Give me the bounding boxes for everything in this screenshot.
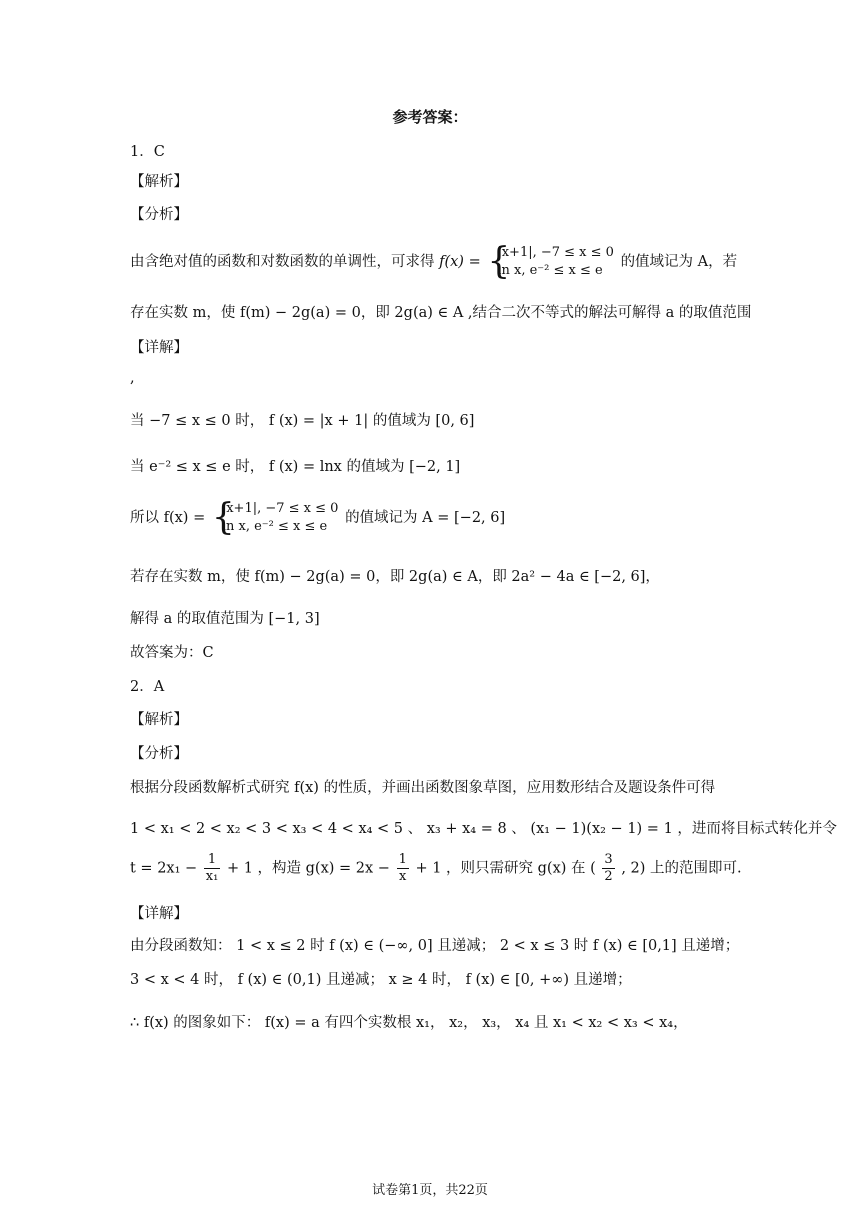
- q2-number: 2．A: [130, 679, 165, 695]
- q2-detail-line3: ∴ f(x) 的图象如下： f(x) = a 有四个实数根 x₁， x₂， x₃， x₄ 且 x₁ < x₂ < x₃ < x₄，: [130, 1015, 688, 1031]
- q2-fenxi-line3: [130, 852, 742, 885]
- q1-fenxi-text-b: 的值域记为 A，若: [620, 254, 738, 270]
- q1-xiangjie-heading: 【详解】: [130, 340, 188, 356]
- frac-numerator: 3: [604, 852, 613, 867]
- q2-t-def: t = 2x₁ −: [130, 860, 198, 877]
- q1-line3-rhs: 的值域记为 A = [−2, 6]: [345, 510, 506, 526]
- q1-fx-lhs: f(x) =: [439, 254, 481, 270]
- piece-row-1: |x+1|, −7 ≤ x ≤ 0: [221, 501, 339, 516]
- q1-detail-line1: 当 −7 ≤ x ≤ 0 时， f (x) = |x + 1| 的值域为 [0, 6]: [130, 413, 475, 429]
- q2-range-text: + 1 ，则只需研究 g(x) 在 (: [415, 860, 596, 877]
- q2-detail-line2: 3 < x < 4 时， f (x) ∈ (0,1) 且递减； x ≥ 4 时， f (x) ∈ [0, +∞) 且递增；: [130, 972, 632, 988]
- left-brace-icon: {: [487, 241, 511, 282]
- page-footer: 试卷第1页，共22页: [372, 1183, 488, 1198]
- left-brace-icon: {: [211, 497, 235, 538]
- q1-detail-line5: 解得 a 的取值范围为 [−1, 3]: [130, 611, 320, 627]
- q1-detail-line4: 若存在实数 m，使 f(m) − 2g(a) = 0，即 2g(a) ∈ A，即 2a² − 4a ∈ [−2, 6]，: [130, 569, 660, 585]
- q2-fenxi-line2: 1 < x₁ < 2 < x₂ < 3 < x₃ < 4 < x₄ < 5 、 x₃ + x₄ = 8 、 (x₁ − 1)(x₂ − 1) = 1 ，进而将目标式转化并令: [130, 821, 837, 837]
- frac-denominator: x: [399, 869, 407, 884]
- q1-comma: ,: [130, 370, 135, 386]
- piece-row-1: |x+1|, −7 ≤ x ≤ 0: [497, 245, 614, 260]
- frac-denominator: x₁: [205, 869, 219, 884]
- q1-fenxi-heading: 【分析】: [130, 207, 188, 223]
- q2-xiangjie-heading: 【详解】: [130, 906, 188, 922]
- q2-fenxi-heading: 【分析】: [130, 746, 188, 762]
- q2-fenxi-line1: 根据分段函数解析式研究 f(x) 的性质，并画出函数图象草图，应用数形结合及题设条件可得: [130, 780, 716, 796]
- q1-fenxi-line2: 存在实数 m，使 f(m) − 2g(a) = 0，即 2g(a) ∈ A ,结合二次不等式的解法可解得 a 的取值范围: [130, 305, 752, 321]
- frac-numerator: 1: [204, 852, 221, 869]
- piece-row-2: ln x, e⁻² ≤ x ≤ e: [221, 519, 328, 534]
- frac-denominator: 2: [604, 869, 613, 884]
- q2-detail-line1: 由分段函数知： 1 < x ≤ 2 时 f (x) ∈ (−∞, 0] 且递减； 2 < x ≤ 3 时 f (x) ∈ [0,1] 且递增；: [130, 938, 740, 954]
- q1-detail-line2: 当 e⁻² ≤ x ≤ e 时， f (x) = lnx 的值域为 [−2, 1]: [130, 459, 461, 475]
- q2-range-end: , 2) 上的范围即可.: [621, 860, 742, 877]
- frac-numerator: 1: [398, 852, 407, 867]
- q1-number: 1．C: [130, 144, 165, 160]
- q1-answer: 故答案为：C: [130, 645, 214, 661]
- q1-fenxi-text-a: 由含绝对值的函数和对数函数的单调性，可求得: [130, 254, 435, 270]
- q2-g-def: + 1 ，构造 g(x) = 2x −: [226, 860, 390, 877]
- q2-jiexi-heading: 【解析】: [130, 712, 188, 728]
- page-title: 参考答案：: [392, 108, 468, 126]
- q1-piecewise-2: [211, 497, 339, 538]
- fraction-1-over-x: [397, 852, 409, 885]
- fraction-3-over-2: [602, 852, 614, 885]
- piece-row-2: ln x, e⁻² ≤ x ≤ e: [497, 263, 603, 278]
- q1-line3-lhs: 所以 f(x) =: [130, 510, 206, 526]
- q1-detail-line3: [130, 497, 506, 538]
- q1-jiexi-heading: 【解析】: [130, 174, 188, 190]
- fraction-1-over-x1: [204, 852, 221, 885]
- q1-piecewise: [487, 241, 614, 282]
- q1-fenxi-line1: [130, 241, 738, 282]
